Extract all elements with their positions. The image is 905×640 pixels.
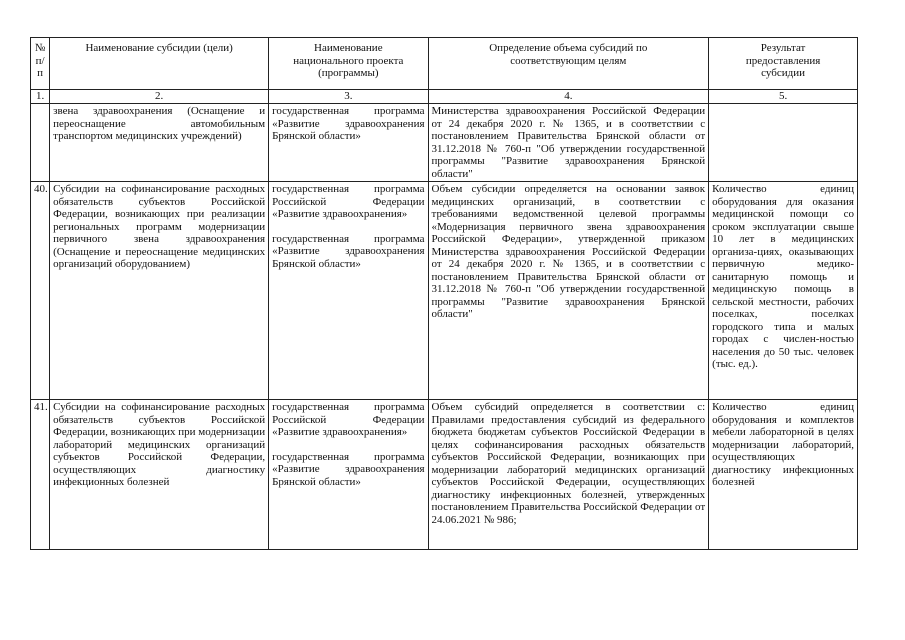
column-number-row bbox=[31, 90, 858, 104]
project-text: государственная программа Российской Федерации «Развитие здравоохранения» bbox=[272, 401, 425, 438]
row-number: 40. bbox=[31, 182, 50, 400]
volume-definition-cell: Министерства здравоохранения Российской Федерации от 24 декабря 2020 г. № 1365, и в соответствии с постановлением Правительства Брянской области от 31.12.2018 № 760-п "Об утверждении государственной программы "Развитие здравоохранения Брянской области" bbox=[428, 104, 709, 182]
project-text: государственная программа Российской Федерации «Развитие здравоохранения» bbox=[272, 183, 425, 220]
subsidy-table bbox=[30, 37, 858, 550]
project-text: государственная программа «Развитие здравоохранения Брянской области» bbox=[272, 232, 425, 270]
table-row bbox=[31, 104, 858, 182]
subsidy-name-cell: Субсидии на софинансирование расходных обязательств субъектов Российской Федерации, возникающих при реализации региональных программ модернизации первичного звена здравоохранения (Оснащение и переоснащение медицинских организаций оборудованием) bbox=[50, 182, 269, 400]
table-header-row bbox=[31, 38, 858, 90]
volume-definition-cell: Объем субсидий определяется в соответствии с: Правилами предоставления субсидий из федерального бюджета бюджетам субъектов Российской Федерации в целях софинансирования расходных обязательств субъектов Российской Федерации, возникающих при модернизации лабораторий медицинских организаций субъектов Российской Федерации, осуществляющих диагностику инфекционных болезней, утвержденных постановлением Правительства Российской Федерации от 24.06.2021 № 986; bbox=[428, 400, 709, 550]
national-project-cell bbox=[269, 104, 428, 182]
column-number: 1. bbox=[31, 90, 50, 104]
header-volume-definition: Определение объема субсидий по соответствующим целям bbox=[428, 38, 709, 90]
column-number: 3. bbox=[269, 90, 428, 104]
header-subsidy-name: Наименование субсидии (цели) bbox=[50, 38, 269, 90]
project-text: государственная программа «Развитие здравоохранения Брянской области» bbox=[272, 450, 425, 488]
subsidy-name-cell: Субсидии на софинансирование расходных обязательств субъектов Российской Федерации, возникающих при модернизации лабораторий медицинских организаций субъектов Российской Федерации, осуществляющих диагностику инфекционных болезней bbox=[50, 400, 269, 550]
project-text: государственная программа «Развитие здравоохранения Брянской области» bbox=[272, 105, 425, 142]
result-cell: Количество единиц оборудования и комплектов мебели лабораторной в целях модернизации лабораторий, осуществляющих диагностику инфекционных болезней bbox=[709, 400, 858, 550]
national-project-cell bbox=[269, 182, 428, 400]
subsidy-name-cell: звена здравоохранения (Оснащение и переоснащение автомобильным транспортом медицинских учреждений) bbox=[50, 104, 269, 182]
row-number bbox=[31, 104, 50, 182]
national-project-cell bbox=[269, 400, 428, 550]
volume-definition-cell: Объем субсидии определяется на основании заявок медицинских организаций, в соответствии с требованиями ведомственной целевой программы «Модернизация первичного звена здравоохранения Российской Федерации», утвержденной приказом Министерства здравоохранения Российской Федерации от 24 декабря 2020 г. № 1365, и в соответствии с постановлением Правительства Брянской области от 31.12.2018 № 760-п "Об утверждении государственной программы "Развитие здравоохранения Брянской области" bbox=[428, 182, 709, 400]
column-number: 5. bbox=[709, 90, 858, 104]
table-row bbox=[31, 182, 858, 400]
table-row bbox=[31, 400, 858, 550]
row-number: 41. bbox=[31, 400, 50, 550]
column-number: 2. bbox=[50, 90, 269, 104]
header-national-project: Наименование национального проекта (программы) bbox=[269, 38, 428, 90]
result-cell: Количество единиц оборудования для оказания медицинской помощи со сроком эксплуатации свыше 10 лет в медицинских организа-циях, оказывающих первичную медико-санитарную помощь и медицинскую помощь в сельской местности, рабочих поселках, поселках городского типа и малых городах с числен-ностью населения до 50 тыс. человек (тыс. ед.). bbox=[709, 182, 858, 400]
column-number: 4. bbox=[428, 90, 709, 104]
result-cell bbox=[709, 104, 858, 182]
header-result: Результат предоставления субсидии bbox=[709, 38, 858, 90]
header-number: № п/п bbox=[31, 38, 50, 90]
